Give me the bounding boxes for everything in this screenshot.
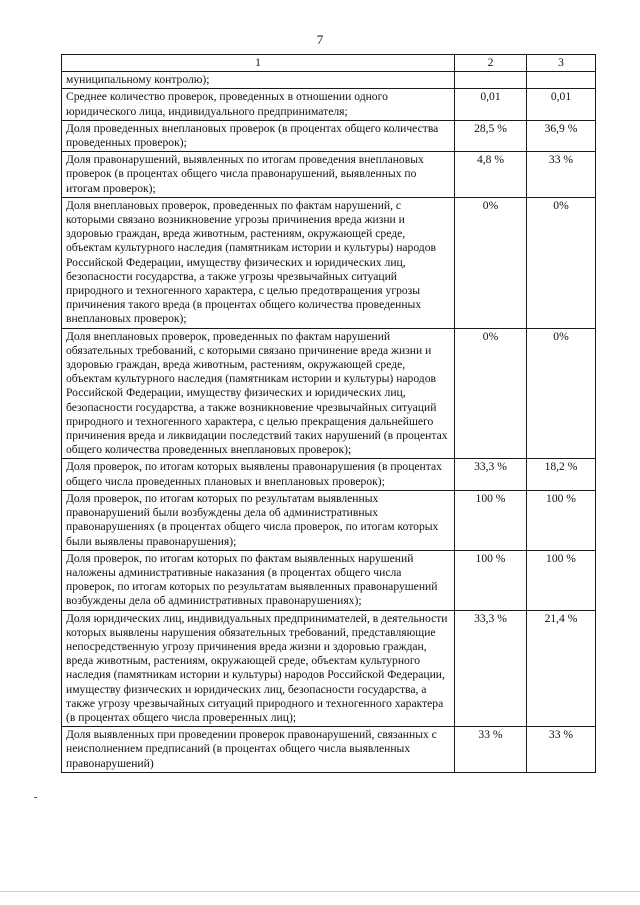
table-row <box>62 727 596 773</box>
row-label: Доля правонарушений, выявленных по итогам проведения внеплановых проверок (в процентах общего числа правонарушений, выявленных по итогам проверок); <box>62 152 455 198</box>
row-label: Доля внеплановых проверок, проведенных по фактам нарушений обязательных требований, с которыми связано причинение вреда жизни и здоровью граждан, вреда животным, растениям, окружающей среде, объектам культурного наследия (памятникам истории и культуры) народов Российской Федерации, имуществу физических и юридических лиц, безопасности государства, а также возникновение чрезвычайных ситуаций природного и техногенного характера, с целью прекращения дальнейшего причинения вреда и ликвидации последствий таких нарушений (в процентах общего количества проведенных внеплановых проверок); <box>62 328 455 459</box>
row-value-col3: 18,2 % <box>527 459 596 490</box>
table-row <box>62 610 596 727</box>
scan-speck <box>34 797 37 798</box>
scan-edge-line <box>0 891 640 892</box>
table-row <box>62 152 596 198</box>
table-row <box>62 550 596 610</box>
column-header-1: 1 <box>62 55 455 72</box>
row-label: Доля проведенных внеплановых проверок (в процентах общего количества проведенных проверок); <box>62 120 455 151</box>
row-value-col2: 0% <box>455 328 527 459</box>
row-value-col2: 100 % <box>455 550 527 610</box>
row-value-col3: 0% <box>527 328 596 459</box>
table-header-row <box>62 55 596 72</box>
row-value-col2: 0,01 <box>455 89 527 120</box>
row-label: Среднее количество проверок, проведенных в отношении одного юридического лица, индивидуального предпринимателя; <box>62 89 455 120</box>
row-value-col3: 36,9 % <box>527 120 596 151</box>
row-value-col3: 33 % <box>527 727 596 773</box>
row-label: муниципальному контролю); <box>62 72 455 89</box>
table-row <box>62 490 596 550</box>
row-value-col2: 33,3 % <box>455 610 527 727</box>
table-row <box>62 328 596 459</box>
row-value-col3: 100 % <box>527 490 596 550</box>
row-label: Доля внеплановых проверок, проведенных по фактам нарушений, с которыми связано возникновение угрозы причинения вреда жизни и здоровью граждан, вреда животным, растениям, окружающей среде, объектам культурного наследия (памятникам истории и культуры) народов Российской Федерации, имуществу физических и юридических лиц, безопасности государства, а также угрозы чрезвычайных ситуаций природного и техногенного характера, с целью предотвращения угрозы причинения такого вреда (в процентах общего количества проведенных внеплановых проверок); <box>62 197 455 328</box>
row-value-col3: 33 % <box>527 152 596 198</box>
column-header-2: 2 <box>455 55 527 72</box>
row-value-col2: 33,3 % <box>455 459 527 490</box>
row-label: Доля выявленных при проведении проверок правонарушений, связанных с неисполнением предписаний (в процентах общего числа выявленных правонарушений) <box>62 727 455 773</box>
row-value-col2: 4,8 % <box>455 152 527 198</box>
row-value-col2: 33 % <box>455 727 527 773</box>
row-value-col3: 21,4 % <box>527 610 596 727</box>
table-row <box>62 197 596 328</box>
row-label: Доля юридических лиц, индивидуальных предпринимателей, в деятельности которых выявлены нарушения обязательных требований, представляющие непосредственную угрозу причинения вреда жизни и здоровью граждан, вреда животным, растениям, окружающей среде, объектам культурного наследия (памятникам истории и культуры) народов Российской Федерации, имуществу физических и юридических лиц, безопасности государства, а также угрозу чрезвычайных ситуаций природного и техногенного характера (в процентах общего числа проверенных лиц); <box>62 610 455 727</box>
indicators-table <box>61 54 596 773</box>
row-value-col2 <box>455 72 527 89</box>
row-value-col3: 0% <box>527 197 596 328</box>
table-row <box>62 72 596 89</box>
table-row <box>62 459 596 490</box>
table-row <box>62 89 596 120</box>
row-label: Доля проверок, по итогам которых выявлены правонарушения (в процентах общего числа проведенных плановых и внеплановых проверок); <box>62 459 455 490</box>
row-value-col2: 28,5 % <box>455 120 527 151</box>
table-row <box>62 120 596 151</box>
row-value-col3: 100 % <box>527 550 596 610</box>
page-number: 7 <box>316 32 324 47</box>
row-label: Доля проверок, по итогам которых по результатам выявленных правонарушений были возбуждены дела об административных правонарушениях (в процентах общего числа проверок, по итогам которых были выявлены правонарушения); <box>62 490 455 550</box>
row-value-col2: 100 % <box>455 490 527 550</box>
column-header-3: 3 <box>527 55 596 72</box>
row-label: Доля проверок, по итогам которых по фактам выявленных нарушений наложены административные наказания (в процентах общего числа проверок, по итогам которых по результатам выявленных правонарушений возбуждены дела об административных правонарушениях); <box>62 550 455 610</box>
row-value-col3 <box>527 72 596 89</box>
row-value-col2: 0% <box>455 197 527 328</box>
row-value-col3: 0,01 <box>527 89 596 120</box>
